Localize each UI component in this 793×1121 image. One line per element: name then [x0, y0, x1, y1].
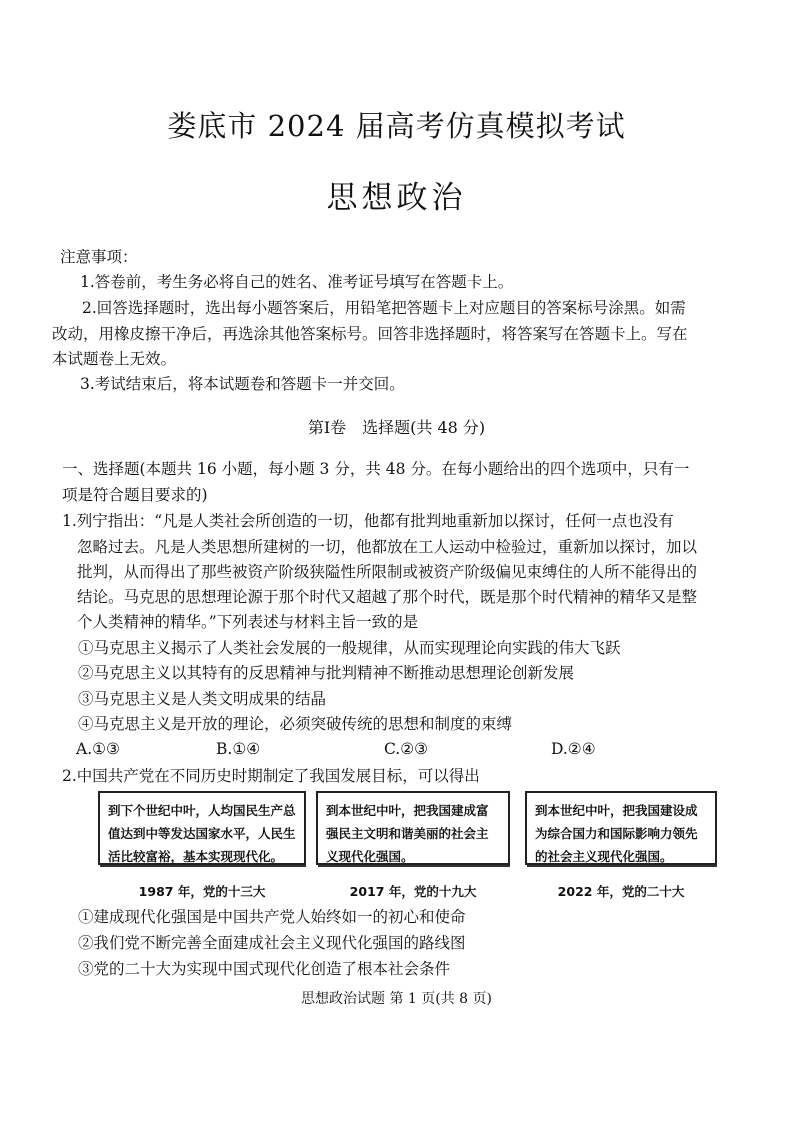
exam-title: 娄底市 2024 届高考仿真模拟考试	[167, 109, 626, 143]
q1-option-d: D.②④	[551, 740, 596, 758]
section-intro-line-1: 一、选择题(本题共 16 小题，每小题 3 分，共 48 分。在每小题给出的四个选项中，只有一	[62, 460, 690, 478]
notice-item-1: 1.答卷前，考生务必将自己的姓名、准考证号填写在答题卡上。	[80, 273, 514, 291]
goal-caption-2017: 2017 年，党的十九大	[349, 884, 477, 899]
subject-title: 思想政治	[326, 180, 467, 216]
q2-statement-3: ③党的二十大为实现中国式现代化创造了根本社会条件	[78, 960, 451, 978]
goal-caption-1987: 1987 年，党的十三大	[138, 884, 266, 899]
q1-stem-line-4: 结论。马克思的思想理论源于那个时代又超越了那个时代，既是那个时代精神的精华又是整	[77, 588, 698, 606]
notice-item-3: 3.考试结束后，将本试题卷和答题卡一并交回。	[80, 375, 405, 393]
q2-statement-1: ①建成现代化强国是中国共产党人始终如一的初心和使命	[78, 908, 466, 926]
q1-option-a: A.①③	[76, 740, 120, 758]
goal-box-1987: 到下个世纪中叶，人均国民生产总值达到中等发达国家水平，人民生活比较富裕，基本实现现代化。	[98, 791, 306, 865]
goal-box-2022: 到本世纪中叶，把我国建设成为综合国力和国际影响力领先的社会主义现代化强国。	[525, 791, 717, 865]
q1-statement-3: ③马克思主义是人类文明成果的结晶	[78, 690, 327, 708]
notice-item-2-line-3: 本试题卷上无效。	[52, 350, 177, 368]
notice-heading: 注意事项：	[60, 248, 138, 266]
notice-item-2-line-1: 2.回答选择题时，选出每小题答案后，用铅笔把答题卡上对应题目的答案标号涂黑。如需	[82, 299, 686, 317]
q1-statement-1: ①马克思主义揭示了人类社会发展的一般规律，从而实现理论向实践的伟大飞跃	[78, 639, 621, 657]
page-footer: 思想政治试题 第 1 页(共 8 页)	[301, 991, 492, 1007]
section-intro-line-2: 项是符合题目要求的)	[62, 486, 208, 504]
q2-stem: 2.中国共产党在不同历史时期制定了我国发展目标，可以得出	[62, 767, 480, 785]
q1-stem-line-3: 批判，从而得出了那些被资产阶级狭隘性所限制或被资产阶级偏见束缚住的人所不能得出的	[77, 563, 698, 581]
q2-statement-2: ②我们党不断完善全面建成社会主义现代化强国的路线图	[78, 934, 466, 952]
q1-statement-4: ④马克思主义是开放的理论，必须突破传统的思想和制度的束缚	[78, 715, 513, 733]
q1-option-b: B.①④	[216, 740, 261, 758]
goal-caption-2022: 2022 年，党的二十大	[557, 884, 685, 899]
goal-box-2017: 到本世纪中叶，把我国建成富强民主文明和谐美丽的社会主义现代化强国。	[316, 791, 510, 865]
section-title: 第Ⅰ卷 选择题(共 48 分)	[307, 418, 486, 437]
q1-option-c: C.②③	[384, 740, 429, 758]
q1-stem-line-5: 个人类精神的精华。”下列表述与材料主旨一致的是	[77, 613, 419, 631]
q1-stem-line-1: 1.列宁指出：“凡是人类社会所创造的一切，他都有批判地重新加以探讨，任何一点也没有	[62, 512, 674, 530]
notice-item-2-line-2: 改动，用橡皮擦干净后，再选涂其他答案标号。回答非选择题时，将答案写在答题卡上。写在	[52, 325, 688, 343]
q1-stem-line-2: 忽略过去。凡是人类思想所建树的一切，他都放在工人运动中检验过，重新加以探讨，加以	[77, 538, 698, 556]
q1-statement-2: ②马克思主义以其特有的反思精神与批判精神不断推动思想理论创新发展	[78, 664, 575, 682]
